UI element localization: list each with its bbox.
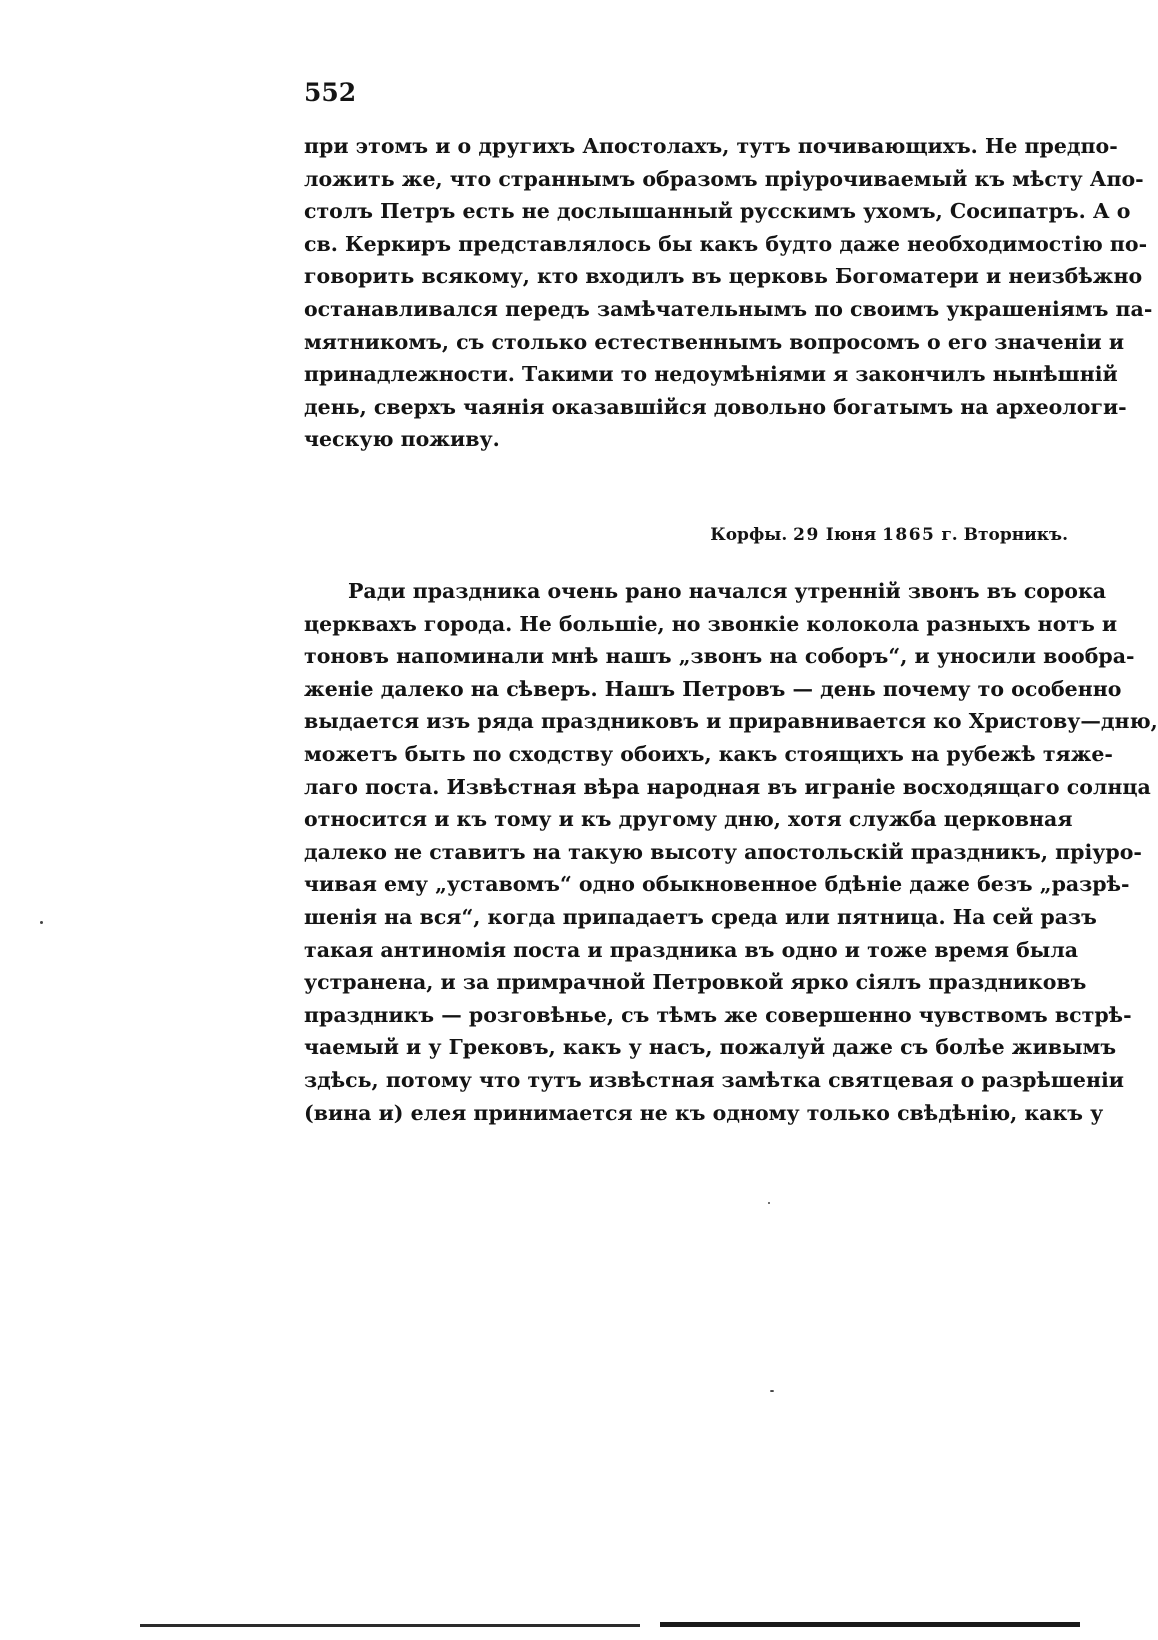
dateline-month: Іюня	[825, 525, 877, 545]
text-line: относится и къ тому и къ другому дню, хотя служба церковная	[304, 807, 1073, 832]
dateline-weekday: Вторникъ.	[963, 525, 1068, 545]
text-line: церквахъ города. Не большіе, но звонкіе колокола разныхъ нотъ и	[304, 611, 1118, 636]
dateline-suffix: г.	[941, 525, 958, 545]
text-line: (вина и) елея принимается не къ одному только свѣдѣнію, какъ у	[304, 1100, 1104, 1125]
text-line: выдается изъ ряда праздниковъ и приравнивается ко Христову—дню,	[304, 709, 1158, 734]
text-line: можетъ быть по сходству обоихъ, какъ стоящихъ на рубежѣ тяже-	[304, 741, 1113, 766]
scan-speck	[40, 921, 43, 924]
text-line: принадлежности. Такими то недоумѣніями я закончилъ нынѣшній	[304, 362, 1118, 387]
page-number: 552	[304, 78, 357, 107]
text-line: ческую поживу.	[304, 427, 500, 452]
text-line: говорить всякому, кто входилъ въ церковь Богоматери и неизбѣжно	[304, 264, 1143, 289]
text-line: Ради праздника очень рано начался утренній звонъ въ сорока	[348, 579, 1107, 603]
dateline-place: Корфы.	[710, 525, 788, 545]
text-line: чивая ему „уставомъ“ одно обыкновенное бдѣніе даже безъ „разрѣ-	[304, 872, 1130, 897]
scan-speck	[768, 1202, 770, 1204]
paragraph-1	[304, 130, 1153, 456]
scan-speck	[770, 1390, 774, 1392]
scan-edge-left	[140, 1624, 640, 1627]
dateline	[672, 525, 1068, 545]
text-line: такая антиномія поста и праздника въ одно и тоже время была	[304, 937, 1079, 962]
text-line: останавливался передъ замѣчательнымъ по своимъ украшеніямъ па-	[304, 296, 1153, 321]
text-line: далеко не ставитъ на такую высоту апостольскій праздникъ, пріуро-	[304, 839, 1142, 864]
scan-edge-right	[660, 1622, 1080, 1627]
text-line: лаго поста. Извѣстная вѣра народная въ играніе восходящаго солнца	[304, 774, 1151, 799]
text-line: тоновъ напоминали мнѣ нашъ „звонъ на соборъ“, и уносили вообра-	[304, 644, 1135, 669]
dateline-day: 29	[793, 525, 820, 545]
text-line: мятникомъ, съ столько естественнымъ вопросомъ о его значеніи и	[304, 329, 1125, 354]
text-line: св. Керкиръ представлялось бы какъ будто даже необходимостію по-	[304, 231, 1148, 256]
text-line: праздникъ — розговѣнье, съ тѣмъ же совершенно чувствомъ встрѣ-	[304, 1002, 1132, 1027]
dateline-year: 1865	[882, 525, 936, 545]
text-line: при этомъ и о другихъ Апостолахъ, тутъ почивающихъ. Не предпо-	[304, 134, 1118, 158]
text-line: день, сверхъ чаянія оказавшійся довольно богатымъ на археологи-	[304, 394, 1127, 419]
text-line: ложить же, что страннымъ образомъ пріурочиваемый къ мѣсту Апо-	[304, 166, 1144, 191]
text-line: шенія на вся“, когда припадаетъ среда или пятница. На сей разъ	[304, 904, 1097, 929]
text-line: столъ Петръ есть не дослышанный русскимъ ухомъ, Сосипатръ. А о	[304, 199, 1131, 224]
text-line: чаемый и у Грековъ, какъ у насъ, пожалуй даже съ болѣе живымъ	[304, 1035, 1117, 1060]
text-line: устранена, и за примрачной Петровкой ярко сіялъ праздниковъ	[304, 970, 1087, 995]
text-line: здѣсь, потому что тутъ извѣстная замѣтка святцевая о разрѣшеніи	[304, 1067, 1124, 1092]
text-line: женіе далеко на сѣверъ. Нашъ Петровъ — день почему то особенно	[304, 676, 1122, 701]
paragraph-2	[304, 575, 1158, 1129]
